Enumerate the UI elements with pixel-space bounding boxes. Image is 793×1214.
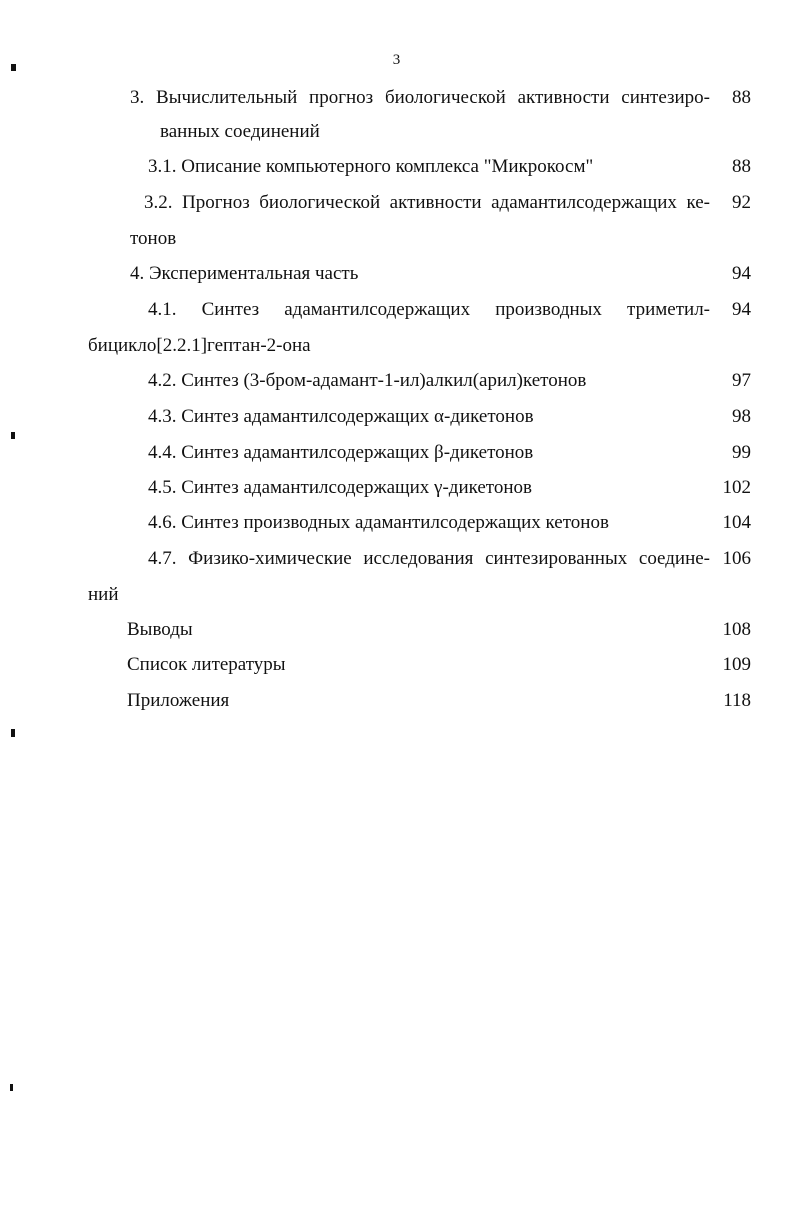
toc-entry-appendices-title: Приложения: [127, 690, 230, 711]
toc-entry-appendices-page: 118: [723, 690, 751, 711]
toc-entry-3-page: 88: [732, 87, 751, 108]
toc-entry-3-2-title: 3.2. Прогноз биологической активности адамантилсодержащих ке-: [144, 192, 710, 213]
toc-entry-references-page: 109: [722, 654, 751, 675]
toc-entry-4-6-title: 4.6. Синтез производных адамантилсодержащих кетонов: [148, 512, 609, 533]
toc-entry-4-2-title: 4.2. Синтез (3-бром-адамант-1-ил)алкил(арил)кетонов: [148, 370, 587, 391]
toc-entry-4-1-page: 94: [732, 299, 751, 320]
toc-entry-4-4-title: 4.4. Синтез адамантилсодержащих β-дикетонов: [148, 442, 534, 463]
toc-entry-4-title: 4. Экспериментальная часть: [130, 263, 359, 284]
scan-mark: [11, 432, 15, 439]
toc-entry-4-7-title-cont: ний: [88, 584, 119, 605]
toc-entry-4-page: 94: [732, 263, 751, 284]
toc-entry-4-3-title: 4.3. Синтез адамантилсодержащих α-дикетонов: [148, 406, 534, 427]
toc-entry-4-3-page: 98: [732, 406, 751, 427]
toc-entry-4-1-title-cont: бицикло[2.2.1]гептан-2-она: [88, 335, 311, 356]
toc-entry-3-title-cont: ванных соединений: [160, 121, 320, 142]
scan-mark: [11, 64, 16, 71]
toc-entry-conclusions-page: 108: [722, 619, 751, 640]
toc-entry-4-5-title: 4.5. Синтез адамантилсодержащих γ-дикетонов: [148, 477, 532, 498]
toc-entry-4-7-page: 106: [722, 548, 751, 569]
scan-mark: [11, 729, 15, 737]
toc-entry-4-2-page: 97: [732, 370, 751, 391]
toc-entry-4-6-page: 104: [722, 512, 751, 533]
scan-mark: [10, 1084, 13, 1091]
toc-entry-3-1-page: 88: [732, 156, 751, 177]
toc-entry-conclusions-title: Выводы: [127, 619, 193, 640]
toc-entry-references-title: Список литературы: [127, 654, 286, 675]
toc-entry-4-5-page: 102: [722, 477, 751, 498]
toc-entry-3-2-page: 92: [732, 192, 751, 213]
toc-entry-4-1-title: 4.1. Синтез адамантилсодержащих производных триметил-: [148, 299, 710, 320]
toc-entry-3-2-title-cont: тонов: [130, 228, 177, 249]
toc-entry-3-1-title: 3.1. Описание компьютерного комплекса "Микрокосм": [148, 156, 594, 177]
toc-entry-3-title: 3. Вычислительный прогноз биологической активности синтезиро-: [130, 87, 710, 108]
toc-entry-4-4-page: 99: [732, 442, 751, 463]
toc-entry-4-7-title: 4.7. Физико-химические исследования синтезированных соедине-: [148, 548, 710, 569]
page-number: 3: [392, 52, 401, 68]
